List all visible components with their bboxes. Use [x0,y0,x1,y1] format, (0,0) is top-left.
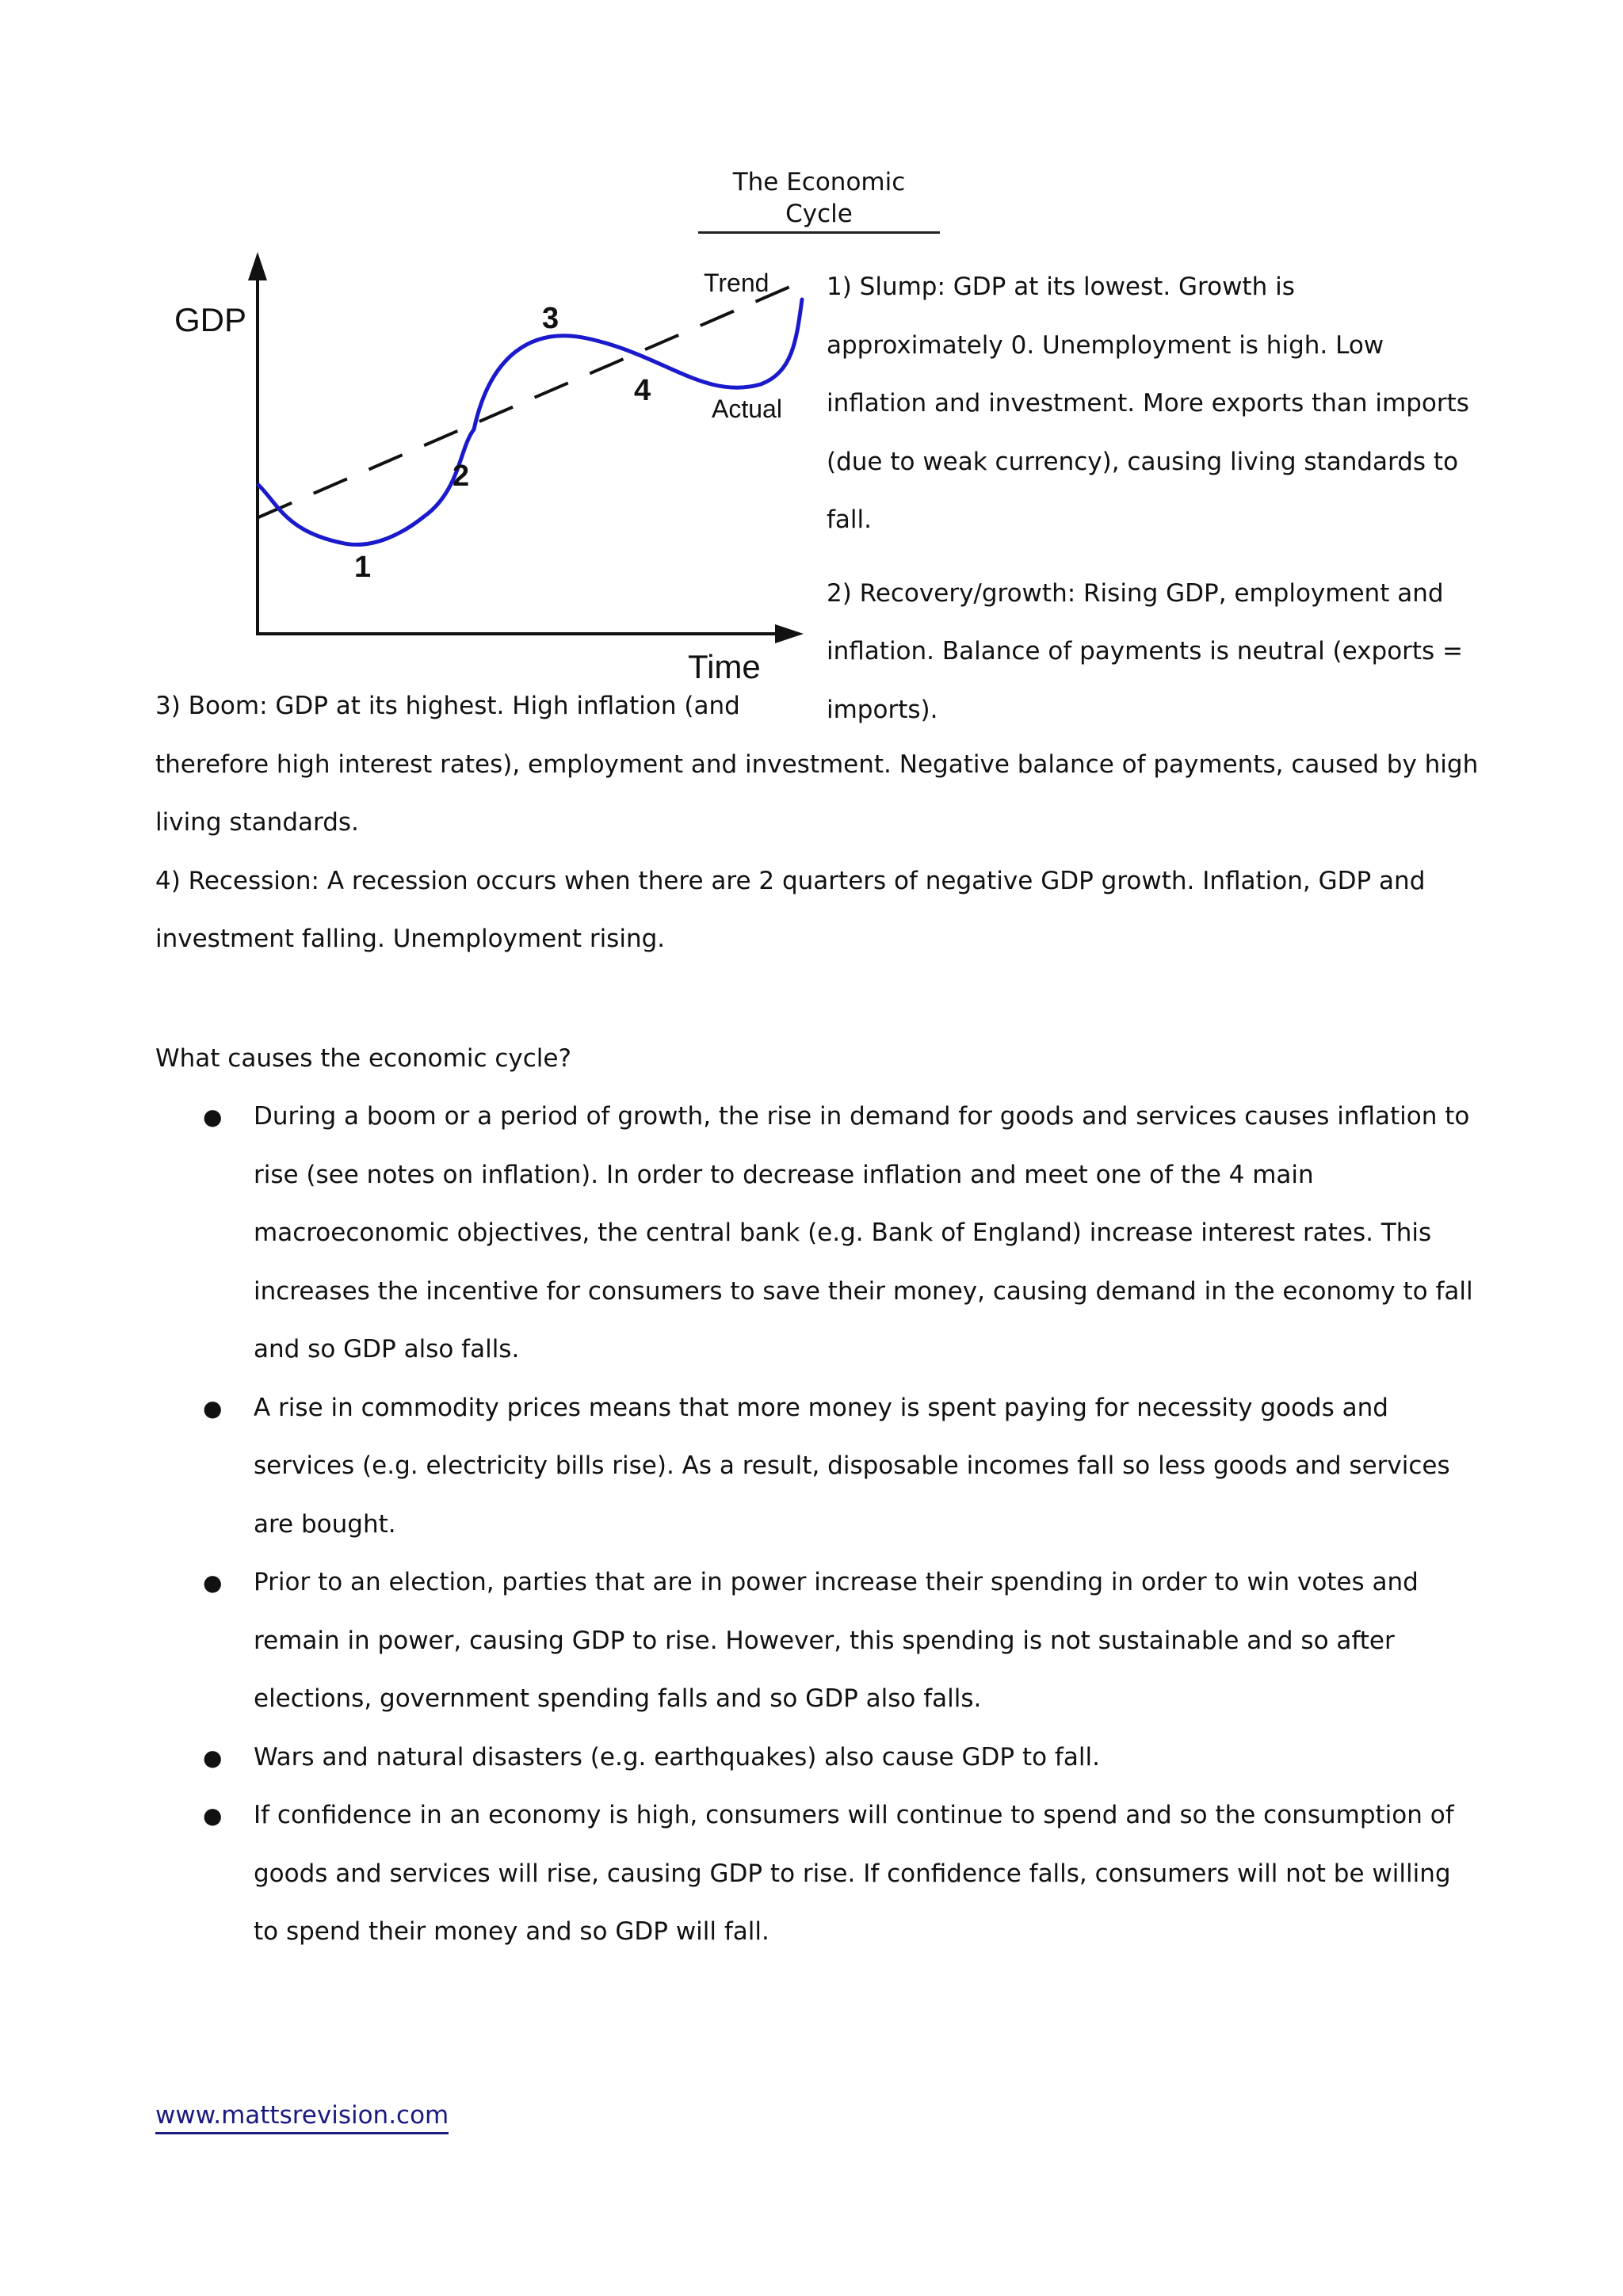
bullet-icon: ● [203,1802,223,1829]
trend-label: Trend [704,269,769,297]
phase-marker-3: 3 [542,302,559,335]
cause-text: Prior to an election, parties that are in power increase their spending in order to win votes and remain in power, causing GDP to rise. However, this spending is not sustainable and so after elections, government spending falls and so GDP also falls. [254,1568,1419,1713]
phase-marker-1: 1 [354,551,372,584]
stage-descriptions-side [827,258,1476,739]
list-item [155,1379,1479,1554]
economic-cycle-diagram [158,238,824,697]
list-item [155,1554,1479,1729]
stage-recession: 4) Recession: A recession occurs when there are 2 quarters of negative GDP growth. Inflation, GDP and investment falling. Unemployment rising. [155,866,1426,953]
page-title: The Economic Cycle [698,166,940,234]
list-item [155,1729,1479,1787]
x-axis-arrowhead [775,624,804,643]
stage-slump: 1) Slump: GDP at its lowest. Growth is approximately 0. Unemployment is high. Low inflation and investment. More exports than imports (due to weak currency), causing living standards to fall. [827,273,1469,534]
footer-website-link[interactable]: www.mattsrevision.com [155,2100,449,2134]
list-item [155,1787,1479,1962]
y-axis-arrowhead [248,252,267,280]
bullet-icon: ● [203,1104,223,1130]
x-axis-label: Time [688,648,761,685]
cause-text: A rise in commodity prices means that more money is spent paying for necessity goods and services (e.g. electricity bills rise). As a result, disposable incomes fall so less goods and services are bought. [254,1393,1450,1539]
cause-text: Wars and natural disasters (e.g. earthquakes) also cause GDP to fall. [254,1742,1100,1772]
bullet-icon: ● [203,1569,223,1596]
cause-text: If confidence in an economy is high, consumers will continue to spend and so the consumption of goods and services will rise, causing GDP to rise. If confidence falls, consumers will not be willing to spend their money and so GDP will fall. [254,1801,1454,1946]
y-axis-label: GDP [174,301,247,338]
stage-boom-rest: therefore high interest rates), employment and investment. Negative balance of payments, caused by high living standards. [155,749,1479,837]
causes-list [155,1088,1479,1962]
cause-text: During a boom or a period of growth, the rise in demand for goods and services causes inflation to rise (see notes on inflation). In order to decrease inflation and meet one of the 4 main macroeconomic objectives, the central bank (e.g. Bank of England) increase interest rates. This increases the incentive for consumers to save their money, causing demand in the economy to fall and so GDP also falls. [254,1102,1473,1363]
stage-boom-line1: 3) Boom: GDP at its highest. High inflation (and [155,692,740,720]
list-item [155,1088,1479,1379]
phase-marker-4: 4 [634,374,651,407]
stage-descriptions-lower [155,677,1479,969]
actual-label: Actual [712,395,782,423]
causes-heading: What causes the economic cycle? [155,1044,571,1073]
stage-recovery: 2) Recovery/growth: Rising GDP, employment and inflation. Balance of payments is neutral (exports = imports). [827,578,1464,724]
phase-marker-2: 2 [453,460,470,493]
bullet-icon: ● [203,1744,223,1771]
bullet-icon: ● [203,1394,223,1421]
